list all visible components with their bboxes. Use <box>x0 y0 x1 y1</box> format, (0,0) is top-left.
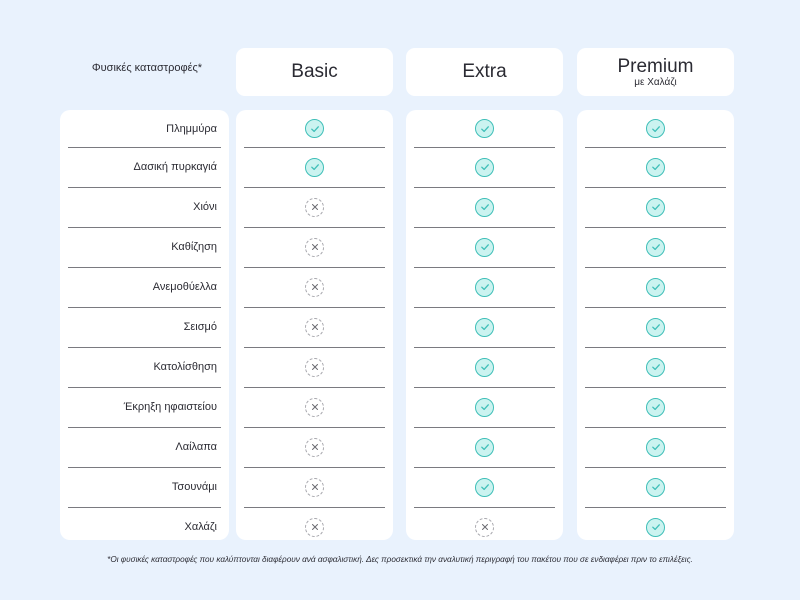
coverage-cell <box>414 227 555 268</box>
check-circle-icon <box>475 238 494 257</box>
x-circle-icon <box>305 358 324 377</box>
hazard-label: Λαίλαπα <box>175 441 217 453</box>
check-circle-icon <box>646 198 665 217</box>
hazard-label: Δασική πυρκαγιά <box>133 161 217 173</box>
hazard-label: Τσουνάμι <box>171 481 217 493</box>
hazard-label-row <box>68 187 221 228</box>
plan-column-extra <box>406 110 563 540</box>
check-circle-icon <box>646 318 665 337</box>
hazard-label: Πλημμύρα <box>166 122 217 135</box>
coverage-cell <box>244 227 385 268</box>
coverage-cell <box>244 427 385 468</box>
check-circle-icon <box>646 478 665 497</box>
check-circle-icon <box>646 358 665 377</box>
hazard-label-row <box>68 387 221 428</box>
x-circle-icon <box>305 238 324 257</box>
coverage-cell <box>244 187 385 228</box>
corner-label: Φυσικές καταστροφές* <box>91 62 203 74</box>
plan-header-premium <box>577 48 734 96</box>
hazard-labels-column <box>60 110 229 540</box>
check-circle-icon <box>646 398 665 417</box>
hazard-label-row <box>68 507 221 547</box>
x-circle-icon <box>305 198 324 217</box>
plan-column-premium <box>577 110 734 540</box>
hazard-label: Χαλάζι <box>184 521 217 533</box>
hazard-label-row <box>68 147 221 188</box>
hazard-label-row <box>68 267 221 308</box>
coverage-cell <box>585 387 726 428</box>
coverage-cell <box>244 267 385 308</box>
check-circle-icon <box>646 158 665 177</box>
coverage-cell <box>244 387 385 428</box>
plan-column-basic <box>236 110 393 540</box>
hazard-label-row <box>68 347 221 388</box>
x-circle-icon <box>305 278 324 297</box>
check-circle-icon <box>475 158 494 177</box>
coverage-cell <box>585 427 726 468</box>
x-circle-icon <box>475 518 494 537</box>
check-circle-icon <box>305 158 324 177</box>
coverage-cell <box>414 507 555 547</box>
plan-header-extra <box>406 48 563 96</box>
check-circle-icon <box>305 119 324 138</box>
coverage-cell <box>414 147 555 188</box>
hazard-label-row <box>68 467 221 508</box>
coverage-cell <box>585 147 726 188</box>
plan-name: Premium <box>617 55 694 77</box>
coverage-cell <box>585 467 726 508</box>
check-circle-icon <box>475 119 494 138</box>
check-circle-icon <box>475 398 494 417</box>
coverage-cell <box>585 507 726 547</box>
coverage-cell <box>585 227 726 268</box>
hazard-label: Έκρηξη ηφαιστείου <box>123 401 217 413</box>
hazard-label: Κατολίσθηση <box>153 361 217 373</box>
coverage-cell <box>585 187 726 228</box>
coverage-cell <box>585 110 726 148</box>
check-circle-icon <box>475 318 494 337</box>
coverage-cell <box>414 347 555 388</box>
plan-name: Extra <box>462 61 507 82</box>
check-circle-icon <box>475 438 494 457</box>
x-circle-icon <box>305 398 324 417</box>
check-circle-icon <box>475 278 494 297</box>
coverage-cell <box>244 507 385 547</box>
x-circle-icon <box>305 438 324 457</box>
hazard-label-row <box>68 110 221 148</box>
coverage-cell <box>585 267 726 308</box>
x-circle-icon <box>305 318 324 337</box>
check-circle-icon <box>475 478 494 497</box>
plan-subtitle: με Χαλάζι <box>634 76 677 88</box>
hazard-label: Σεισμό <box>183 321 217 333</box>
coverage-cell <box>585 347 726 388</box>
check-circle-icon <box>646 518 665 537</box>
hazard-label: Ανεμοθύελλα <box>152 281 217 293</box>
coverage-cell <box>414 427 555 468</box>
coverage-cell <box>244 110 385 148</box>
coverage-cell <box>244 467 385 508</box>
check-circle-icon <box>646 238 665 257</box>
coverage-cell <box>414 387 555 428</box>
footnote: *Οι φυσικές καταστροφές που καλύπτονται διαφέρουν ανά ασφαλιστική. Δες προσεκτικά την αναλυτική περιγραφή του πακέτου που σε ενδιαφέρει πριν το επιλέξεις. <box>107 555 693 564</box>
check-circle-icon <box>475 198 494 217</box>
x-circle-icon <box>305 478 324 497</box>
check-circle-icon <box>475 358 494 377</box>
hazard-label: Χιόνι <box>193 201 217 213</box>
hazard-label-row <box>68 227 221 268</box>
plan-header-basic <box>236 48 393 96</box>
coverage-cell <box>244 347 385 388</box>
check-circle-icon <box>646 119 665 138</box>
plan-name: Basic <box>291 61 338 82</box>
x-circle-icon <box>305 518 324 537</box>
coverage-cell <box>244 147 385 188</box>
coverage-cell <box>414 307 555 348</box>
check-circle-icon <box>646 278 665 297</box>
coverage-cell <box>414 267 555 308</box>
hazard-label-row <box>68 307 221 348</box>
hazard-label-row <box>68 427 221 468</box>
check-circle-icon <box>646 438 665 457</box>
coverage-cell <box>414 467 555 508</box>
coverage-cell <box>414 110 555 148</box>
hazard-label: Καθίζηση <box>171 241 217 253</box>
coverage-cell <box>414 187 555 228</box>
coverage-cell <box>244 307 385 348</box>
coverage-cell <box>585 307 726 348</box>
